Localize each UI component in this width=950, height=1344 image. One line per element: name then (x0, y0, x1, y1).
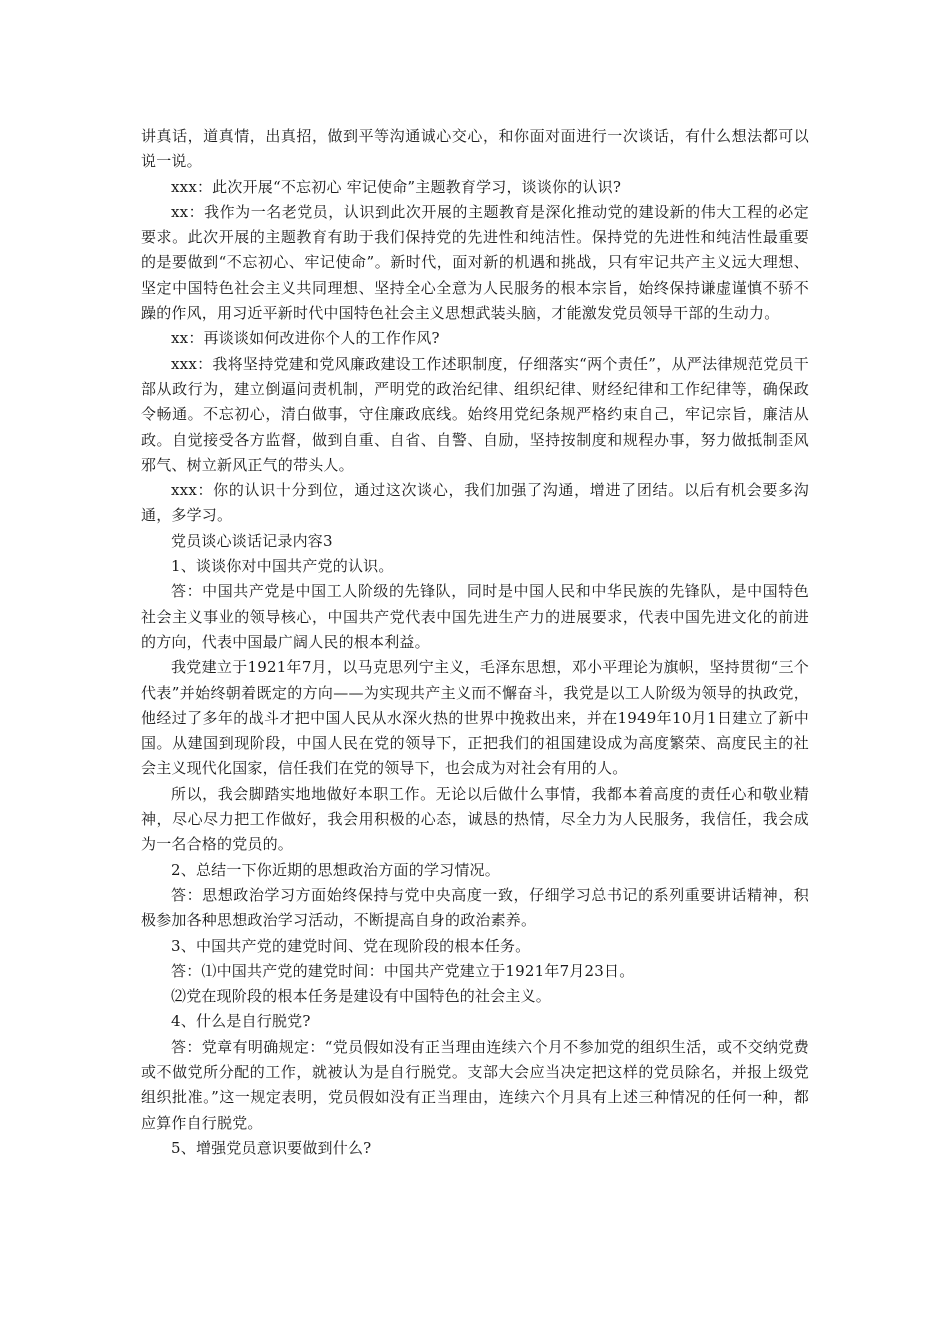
paragraph: 我党建立于1921年7月，以马克思列宁主义，毛泽东思想，邓小平理论为旗帜，坚持贯彻“三个代表”并始终朝着既定的方向——为实现共产主义而不懈奋斗，我党是以工人阶级为领导的执政党，他经过了多年的战斗才把中国人民从水深火热的世界中挽救出来，并在1949年10月1日建立了新中国。从建国到现阶段，中国人民在党的领导下，正把我们的祖国建设成为高度繁荣、高度民主的社会主义现代化国家，信任我们在党的领导下，也会成为对社会有用的人。 (141, 658, 809, 778)
question: 4、什么是自行脱党? (171, 1012, 311, 1031)
question: 1、谈谈你对中国共产党的认识。 (171, 557, 394, 576)
section-heading: 党员谈心谈话记录内容3 (171, 531, 333, 550)
paragraph: xxx：此次开展“不忘初心 牢记使命”主题教育学习，谈谈你的认识? (171, 177, 622, 196)
question: 3、中国共产党的建党时间、党在现阶段的根本任务。 (171, 936, 531, 955)
question: 5、增强党员意识要做到什么? (171, 1138, 372, 1157)
paragraph: xx：我作为一名老党员，认识到此次开展的主题教育是深化推动党的建设新的伟大工程的必定要求。此次开展的主题教育有助于我们保持党的先进性和纯洁性。保持党的先进性和纯洁性最重要的是要做到“不忘初心、牢记使命”。新时代，面对新的机遇和挑战，只有牢记共产主义远大理想、坚定中国特色社会主义共同理想、坚持全心全意为人民服务的根本宗旨，始终保持谦虚谨慎不骄不躁的作风，用习近平新时代中国特色社会主义思想武装头脑，才能激发党员领导干部的生动力。 (141, 202, 809, 323)
answer: ⑵党在现阶段的根本任务是建设有中国特色的社会主义。 (171, 987, 552, 1006)
paragraph: 所以，我会脚踏实地地做好本职工作。无论以后做什么事情，我都本着高度的责任心和敬业精神，尽心尽力把工作做好，我会用积极的心态，诚恳的热情，尽全力为人民服务，我信任，我会成为一名合格的党员的。 (141, 784, 809, 854)
answer: 答：党章有明确规定：“党员假如没有正当理由连续六个月不参加党的组织生活，或不交纳党费或不做党所分配的工作，就被认为是自行脱党。支部大会应当决定把这样的党员除名，并报上级党组织批准。”这一规定表明，党员假如没有正当理由，连续六个月具有上述三种情况的任何一种，都应算作自行脱党。 (141, 1037, 809, 1132)
answer: 答：中国共产党是中国工人阶级的先锋队，同时是中国人民和中华民族的先锋队，是中国特色社会主义事业的领导核心，中国共产党代表中国先进生产力的进展要求，代表中国先进文化的前进的方向，代表中国最广阔人民的根本利益。 (141, 582, 809, 651)
answer: 答：思想政治学习方面始终保持与党中央高度一致，仔细学习总书记的系列重要讲话精神，积极参加各种思想政治学习活动，不断提高自身的政治素养。 (141, 885, 809, 930)
document-body (141, 124, 809, 1161)
paragraph: xxx：我将坚持党建和党风廉政建设工作述职制度，仔细落实“两个责任”，从严法律规范党员干部从政行为，建立倒逼问责机制，严明党的政治纪律、组织纪律、财经纪律和工作纪律等，确保政令畅通。不忘初心，清白做事，守住廉政底线。始终用党纪条规严格约束自己，牢记宗旨，廉洁从政。自觉接受各方监督，做到自重、自省、自警、自励，坚持按制度和规程办事，努力做抵制歪风邪气、树立新风正气的带头人。 (141, 354, 809, 474)
question: 2、总结一下你近期的思想政治方面的学习情况。 (171, 860, 500, 879)
answer: 答：⑴中国共产党的建党时间：中国共产党建立于1921年7月23日。 (171, 961, 635, 980)
paragraph: xxx：你的认识十分到位，通过这次谈心，我们加强了沟通，增进了团结。以后有机会要多沟通，多学习。 (141, 481, 809, 525)
paragraph: xx：再谈谈如何改进你个人的工作作风? (171, 329, 440, 348)
paragraph: 讲真话，道真情，出真招，做到平等沟通诚心交心，和你面对面进行一次谈话，有什么想法都可以说一说。 (141, 127, 809, 171)
